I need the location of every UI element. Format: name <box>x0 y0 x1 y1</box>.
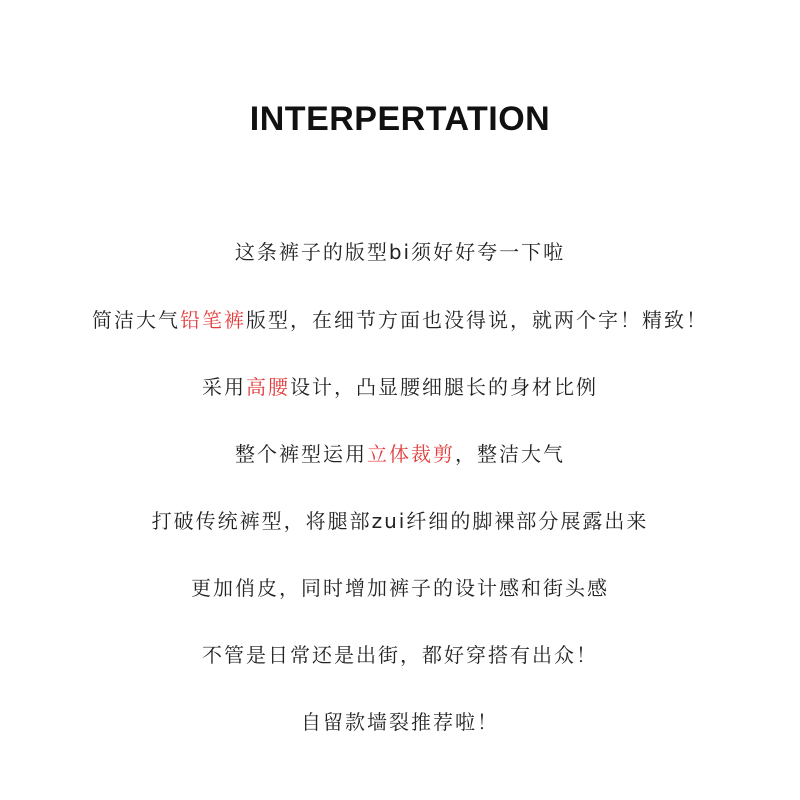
line-3-highlight: 高腰 <box>246 375 290 399</box>
page-title: INTERPERTATION <box>249 100 551 138</box>
description-line-7: 不管是日常还是出街，都好穿搭有出众！ <box>202 643 598 667</box>
description-line-5: 打破传统裤型，将腿部zui纤细的脚裸部分展露出来 <box>151 509 649 533</box>
description-line-6: 更加俏皮，同时增加裤子的设计感和街头感 <box>191 576 609 600</box>
description-line-8: 自留款墙裂推荐啦！ <box>301 710 499 734</box>
line-2-text-after: 版型，在细节方面也没得说，就两个字！精致！ <box>246 308 708 332</box>
line-3-text-after: 设计，凸显腰细腿长的身材比例 <box>290 375 598 399</box>
line-2-highlight: 铅笔裤 <box>180 308 246 332</box>
description-line-4 <box>0 438 800 467</box>
line-4-text-after: ，整洁大气 <box>455 442 565 466</box>
line-4-text-before: 整个裤型运用 <box>235 442 367 466</box>
line-3-text-before: 采用 <box>202 375 246 399</box>
description-line-1: 这条裤子的版型bi须好好夸一下啦 <box>234 240 566 264</box>
description-line-3 <box>0 371 800 400</box>
line-4-highlight: 立体裁剪 <box>367 442 455 466</box>
line-2-text-before: 简洁大气 <box>92 308 180 332</box>
description-line-2 <box>0 304 800 333</box>
